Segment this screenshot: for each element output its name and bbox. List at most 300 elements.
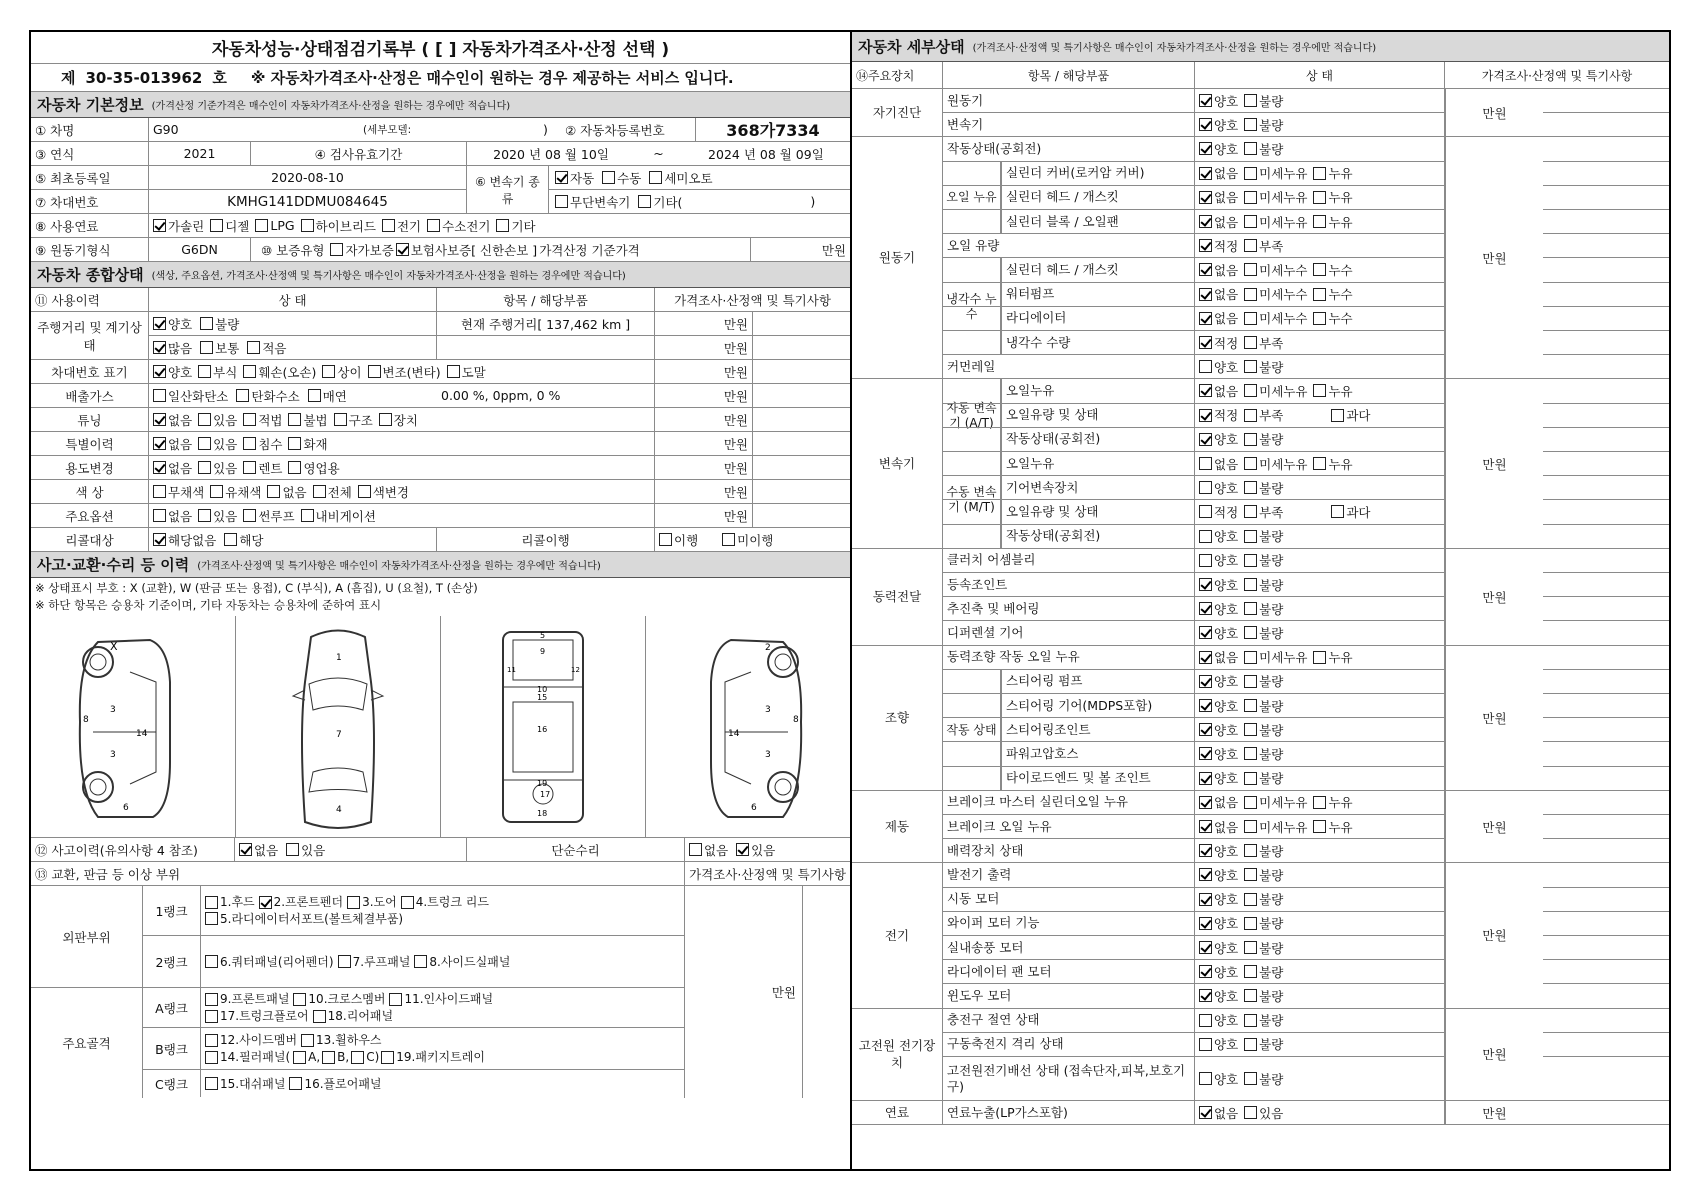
option[interactable]	[1244, 527, 1283, 545]
option[interactable]	[1313, 818, 1352, 836]
checkbox[interactable]	[330, 243, 343, 256]
option[interactable]	[205, 894, 255, 911]
checkbox[interactable]	[689, 843, 702, 856]
checkbox-checked[interactable]	[1199, 578, 1212, 591]
option[interactable]	[1244, 939, 1283, 957]
option[interactable]	[1244, 188, 1307, 206]
checkbox-checked[interactable]	[1199, 142, 1212, 155]
option[interactable]	[1313, 164, 1352, 182]
option[interactable]	[1199, 1035, 1238, 1053]
checkbox[interactable]	[1313, 457, 1326, 470]
checkbox[interactable]	[358, 485, 371, 498]
checkbox[interactable]	[1244, 1072, 1257, 1085]
checkbox-checked[interactable]	[153, 365, 166, 378]
option[interactable]	[200, 315, 239, 333]
option[interactable]	[1244, 987, 1283, 1005]
checkbox[interactable]	[267, 485, 280, 498]
option[interactable]	[153, 459, 192, 477]
option[interactable]	[289, 1075, 381, 1092]
checkbox[interactable]	[198, 437, 211, 450]
option[interactable]	[313, 1008, 393, 1025]
checkbox[interactable]	[205, 1051, 218, 1064]
option[interactable]	[1244, 769, 1283, 787]
option[interactable]	[1313, 309, 1352, 327]
checkbox[interactable]	[427, 219, 440, 232]
checkbox[interactable]	[1244, 796, 1257, 809]
option[interactable]	[1199, 939, 1238, 957]
checkbox[interactable]	[1244, 384, 1257, 397]
option[interactable]	[1199, 503, 1238, 521]
option[interactable]	[1199, 430, 1238, 448]
checkbox-checked[interactable]	[1199, 989, 1212, 1002]
option[interactable]	[1244, 503, 1283, 521]
checkbox[interactable]	[1199, 457, 1212, 470]
checkbox-checked[interactable]	[1199, 651, 1212, 664]
checkbox[interactable]	[1313, 312, 1326, 325]
checkbox[interactable]	[1244, 651, 1257, 664]
checkbox-checked[interactable]	[396, 243, 409, 256]
option[interactable]	[496, 217, 535, 235]
checkbox[interactable]	[1244, 699, 1257, 712]
checkbox[interactable]	[1313, 191, 1326, 204]
option[interactable]	[255, 218, 294, 233]
option[interactable]	[288, 411, 327, 429]
option[interactable]	[1199, 624, 1238, 642]
option[interactable]	[347, 894, 397, 911]
checkbox[interactable]	[1244, 989, 1257, 1002]
option[interactable]	[1244, 92, 1283, 110]
option[interactable]	[1244, 1070, 1283, 1088]
option[interactable]	[1313, 648, 1352, 666]
checkbox-checked[interactable]	[153, 413, 166, 426]
checkbox[interactable]	[301, 1034, 314, 1047]
checkbox-checked[interactable]	[153, 219, 166, 232]
option[interactable]	[1331, 503, 1370, 521]
option[interactable]	[1244, 624, 1283, 642]
option[interactable]	[1313, 382, 1352, 400]
option[interactable]	[153, 387, 228, 405]
checkbox-checked[interactable]	[1199, 893, 1212, 906]
checkbox[interactable]	[198, 461, 211, 474]
checkbox[interactable]	[153, 389, 166, 402]
checkbox[interactable]	[236, 389, 249, 402]
checkbox[interactable]	[301, 509, 314, 522]
option[interactable]	[1199, 818, 1238, 836]
checkbox[interactable]	[1313, 167, 1326, 180]
option[interactable]	[1244, 914, 1283, 932]
option[interactable]	[301, 507, 376, 525]
option[interactable]	[308, 387, 347, 405]
checkbox-checked[interactable]	[1199, 191, 1212, 204]
option[interactable]	[1244, 890, 1283, 908]
option[interactable]	[1313, 261, 1352, 279]
option[interactable]	[1244, 213, 1307, 231]
checkbox[interactable]	[322, 365, 335, 378]
option[interactable]	[210, 483, 261, 501]
option[interactable]	[1199, 358, 1238, 376]
checkbox[interactable]	[1199, 1072, 1212, 1085]
option[interactable]	[330, 241, 393, 259]
checkbox[interactable]	[1244, 312, 1257, 325]
option[interactable]	[736, 841, 775, 859]
checkbox-checked[interactable]	[1199, 820, 1212, 833]
option[interactable]	[1244, 818, 1307, 836]
option[interactable]	[1199, 334, 1238, 352]
option[interactable]	[1199, 987, 1238, 1005]
option[interactable]	[1199, 382, 1238, 400]
checkbox[interactable]	[198, 509, 211, 522]
checkbox-checked[interactable]	[1199, 796, 1212, 809]
option[interactable]	[1244, 1104, 1283, 1122]
checkbox[interactable]	[1244, 336, 1257, 349]
checkbox-checked[interactable]	[1199, 384, 1212, 397]
checkbox[interactable]	[1244, 409, 1257, 422]
option[interactable]	[334, 411, 373, 429]
checkbox-checked[interactable]	[153, 461, 166, 474]
checkbox[interactable]	[1244, 554, 1257, 567]
checkbox[interactable]	[153, 485, 166, 498]
checkbox-checked[interactable]	[1199, 747, 1212, 760]
checkbox[interactable]	[1244, 505, 1257, 518]
checkbox[interactable]	[334, 413, 347, 426]
checkbox[interactable]	[288, 437, 301, 450]
option[interactable]	[1199, 721, 1238, 739]
checkbox[interactable]	[308, 389, 321, 402]
option[interactable]	[1244, 430, 1283, 448]
checkbox-checked[interactable]	[1199, 1106, 1212, 1119]
option[interactable]	[1244, 697, 1283, 715]
checkbox[interactable]	[347, 896, 360, 909]
checkbox[interactable]	[153, 509, 166, 522]
checkbox[interactable]	[1313, 651, 1326, 664]
checkbox[interactable]	[1244, 626, 1257, 639]
checkbox[interactable]	[389, 993, 402, 1006]
checkbox[interactable]	[198, 365, 211, 378]
option[interactable]	[401, 894, 489, 911]
option[interactable]	[1313, 285, 1352, 303]
checkbox[interactable]	[1199, 530, 1212, 543]
option[interactable]	[1199, 140, 1238, 158]
option[interactable]	[1244, 745, 1283, 763]
option[interactable]	[602, 169, 641, 187]
option[interactable]	[1244, 406, 1283, 424]
option[interactable]	[638, 193, 682, 211]
checkbox[interactable]	[205, 896, 218, 909]
checkbox[interactable]	[1199, 554, 1212, 567]
option[interactable]	[555, 169, 594, 187]
option[interactable]	[1244, 963, 1283, 981]
option[interactable]	[1244, 866, 1283, 884]
checkbox-checked[interactable]	[1199, 239, 1212, 252]
checkbox[interactable]	[1244, 820, 1257, 833]
option[interactable]	[1244, 116, 1283, 134]
checkbox[interactable]	[1313, 263, 1326, 276]
checkbox[interactable]	[1244, 142, 1257, 155]
option[interactable]	[1244, 1035, 1283, 1053]
checkbox[interactable]	[1244, 1038, 1257, 1051]
option[interactable]	[1244, 600, 1283, 618]
option[interactable]	[555, 193, 630, 211]
option[interactable]	[1244, 455, 1307, 473]
option[interactable]	[243, 507, 294, 525]
checkbox-checked[interactable]	[1199, 118, 1212, 131]
option[interactable]	[153, 411, 192, 429]
option[interactable]	[1199, 576, 1238, 594]
option[interactable]	[301, 1032, 381, 1049]
option[interactable]	[293, 991, 385, 1008]
option[interactable]	[1199, 261, 1238, 279]
option[interactable]	[351, 1049, 379, 1066]
checkbox[interactable]	[200, 317, 213, 330]
option[interactable]	[427, 217, 490, 235]
option[interactable]	[1199, 1070, 1238, 1088]
checkbox[interactable]	[243, 365, 256, 378]
option[interactable]	[722, 531, 773, 549]
option[interactable]	[198, 435, 237, 453]
checkbox-checked[interactable]	[1199, 917, 1212, 930]
option[interactable]	[301, 217, 376, 235]
checkbox[interactable]	[555, 195, 568, 208]
option[interactable]	[1199, 769, 1238, 787]
option[interactable]	[1244, 721, 1283, 739]
checkbox[interactable]	[224, 533, 237, 546]
option[interactable]	[1199, 1104, 1238, 1122]
checkbox-checked[interactable]	[1199, 409, 1212, 422]
option[interactable]	[1199, 309, 1238, 327]
option[interactable]	[1199, 914, 1238, 932]
checkbox[interactable]	[379, 413, 392, 426]
option[interactable]	[1244, 164, 1307, 182]
option[interactable]	[267, 483, 306, 501]
option[interactable]	[1313, 213, 1352, 231]
checkbox[interactable]	[243, 413, 256, 426]
checkbox[interactable]	[286, 843, 299, 856]
option[interactable]	[322, 363, 361, 381]
checkbox[interactable]	[1244, 288, 1257, 301]
checkbox-checked[interactable]	[239, 843, 252, 856]
option[interactable]	[1313, 455, 1352, 473]
option[interactable]	[198, 411, 237, 429]
option[interactable]	[198, 363, 237, 381]
checkbox-checked[interactable]	[1199, 965, 1212, 978]
checkbox[interactable]	[205, 1010, 218, 1023]
checkbox[interactable]	[1199, 1014, 1212, 1027]
option[interactable]	[1313, 188, 1352, 206]
checkbox[interactable]	[338, 955, 351, 968]
checkbox-checked[interactable]	[153, 437, 166, 450]
option[interactable]	[259, 894, 343, 911]
checkbox[interactable]	[722, 533, 735, 546]
option[interactable]	[414, 953, 510, 970]
checkbox[interactable]	[243, 437, 256, 450]
option[interactable]	[293, 1049, 320, 1066]
option[interactable]	[153, 435, 192, 453]
checkbox-checked[interactable]	[1199, 723, 1212, 736]
option[interactable]	[1199, 842, 1238, 860]
option[interactable]	[1244, 261, 1307, 279]
checkbox-checked[interactable]	[153, 533, 166, 546]
option[interactable]	[153, 507, 192, 525]
option[interactable]	[153, 217, 204, 235]
checkbox[interactable]	[381, 1051, 394, 1064]
checkbox-checked[interactable]	[1199, 433, 1212, 446]
checkbox[interactable]	[447, 365, 460, 378]
checkbox[interactable]	[638, 195, 651, 208]
checkbox[interactable]	[1244, 167, 1257, 180]
checkbox[interactable]	[1244, 868, 1257, 881]
checkbox[interactable]	[198, 413, 211, 426]
checkbox[interactable]	[1244, 433, 1257, 446]
checkbox[interactable]	[1244, 772, 1257, 785]
checkbox[interactable]	[1313, 288, 1326, 301]
checkbox[interactable]	[1244, 965, 1257, 978]
option[interactable]	[153, 483, 204, 501]
checkbox[interactable]	[496, 219, 509, 232]
option[interactable]	[243, 435, 282, 453]
checkbox[interactable]	[1244, 239, 1257, 252]
option[interactable]	[1199, 793, 1238, 811]
option[interactable]	[1199, 963, 1238, 981]
checkbox[interactable]	[1199, 1038, 1212, 1051]
checkbox[interactable]	[205, 912, 218, 925]
option[interactable]	[396, 241, 537, 259]
option[interactable]	[236, 387, 299, 405]
option[interactable]	[1199, 745, 1238, 763]
option[interactable]	[379, 411, 418, 429]
checkbox-checked[interactable]	[1199, 699, 1212, 712]
option[interactable]	[1199, 866, 1238, 884]
checkbox[interactable]	[1244, 360, 1257, 373]
checkbox-checked[interactable]	[555, 171, 568, 184]
option[interactable]	[1244, 358, 1283, 376]
option[interactable]	[1199, 890, 1238, 908]
checkbox[interactable]	[205, 993, 218, 1006]
checkbox[interactable]	[1313, 215, 1326, 228]
option[interactable]	[153, 363, 192, 381]
checkbox-checked[interactable]	[1199, 602, 1212, 615]
option[interactable]	[153, 531, 216, 549]
option[interactable]	[200, 339, 239, 357]
checkbox[interactable]	[1244, 578, 1257, 591]
option[interactable]	[1244, 1011, 1283, 1029]
option[interactable]	[1199, 237, 1238, 255]
checkbox[interactable]	[1244, 917, 1257, 930]
checkbox-checked[interactable]	[259, 896, 272, 909]
checkbox[interactable]	[351, 1051, 364, 1064]
checkbox[interactable]	[1199, 360, 1212, 373]
option[interactable]	[1244, 334, 1283, 352]
checkbox[interactable]	[1313, 820, 1326, 833]
checkbox[interactable]	[401, 896, 414, 909]
checkbox[interactable]	[414, 955, 427, 968]
checkbox[interactable]	[602, 171, 615, 184]
option[interactable]	[389, 991, 493, 1008]
checkbox[interactable]	[1244, 457, 1257, 470]
checkbox[interactable]	[1244, 118, 1257, 131]
checkbox[interactable]	[313, 1010, 326, 1023]
option[interactable]	[1244, 576, 1283, 594]
option[interactable]	[1313, 793, 1352, 811]
option[interactable]	[689, 841, 728, 859]
checkbox[interactable]	[368, 365, 381, 378]
checkbox[interactable]	[1244, 1106, 1257, 1119]
option[interactable]	[288, 459, 339, 477]
checkbox[interactable]	[1244, 602, 1257, 615]
option[interactable]	[205, 953, 334, 970]
option[interactable]	[1199, 648, 1238, 666]
checkbox[interactable]	[200, 341, 213, 354]
checkbox[interactable]	[1244, 747, 1257, 760]
option[interactable]	[286, 841, 325, 859]
checkbox[interactable]	[1244, 941, 1257, 954]
checkbox[interactable]	[1244, 263, 1257, 276]
option[interactable]	[1244, 648, 1307, 666]
option[interactable]	[205, 1075, 285, 1092]
option[interactable]	[368, 363, 441, 381]
checkbox-checked[interactable]	[1199, 215, 1212, 228]
option[interactable]	[1244, 285, 1307, 303]
option[interactable]	[224, 531, 263, 549]
checkbox[interactable]	[288, 461, 301, 474]
option[interactable]	[1244, 793, 1307, 811]
checkbox-checked[interactable]	[736, 843, 749, 856]
checkbox-checked[interactable]	[1199, 94, 1212, 107]
checkbox[interactable]	[1244, 723, 1257, 736]
checkbox[interactable]	[1244, 94, 1257, 107]
option[interactable]	[205, 991, 289, 1008]
checkbox[interactable]	[313, 485, 326, 498]
checkbox[interactable]	[205, 1034, 218, 1047]
checkbox-checked[interactable]	[153, 317, 166, 330]
checkbox[interactable]	[649, 171, 662, 184]
checkbox-checked[interactable]	[1199, 772, 1212, 785]
checkbox[interactable]	[1244, 215, 1257, 228]
checkbox[interactable]	[1313, 796, 1326, 809]
option[interactable]	[1244, 140, 1283, 158]
checkbox-checked[interactable]	[1199, 312, 1212, 325]
checkbox[interactable]	[243, 509, 256, 522]
checkbox[interactable]	[1199, 481, 1212, 494]
option[interactable]	[239, 841, 278, 859]
option[interactable]	[1199, 406, 1238, 424]
option[interactable]	[153, 339, 192, 357]
checkbox[interactable]	[1244, 1014, 1257, 1027]
checkbox[interactable]	[205, 955, 218, 968]
checkbox[interactable]	[210, 219, 223, 232]
option[interactable]	[1244, 382, 1307, 400]
option[interactable]	[1199, 285, 1238, 303]
option[interactable]	[1199, 188, 1238, 206]
option[interactable]	[1199, 551, 1238, 569]
checkbox[interactable]	[1331, 505, 1344, 518]
option[interactable]	[243, 459, 282, 477]
option[interactable]	[1199, 116, 1238, 134]
option[interactable]	[338, 953, 411, 970]
option[interactable]	[447, 363, 486, 381]
checkbox-checked[interactable]	[1199, 844, 1212, 857]
option[interactable]	[1199, 672, 1238, 690]
checkbox-checked[interactable]	[1199, 288, 1212, 301]
option[interactable]	[1199, 479, 1238, 497]
checkbox[interactable]	[247, 341, 260, 354]
checkbox[interactable]	[1244, 893, 1257, 906]
checkbox[interactable]	[288, 413, 301, 426]
option[interactable]	[1331, 406, 1370, 424]
checkbox[interactable]	[1313, 384, 1326, 397]
option[interactable]	[243, 411, 282, 429]
checkbox-checked[interactable]	[1199, 868, 1212, 881]
checkbox[interactable]	[205, 1077, 218, 1090]
